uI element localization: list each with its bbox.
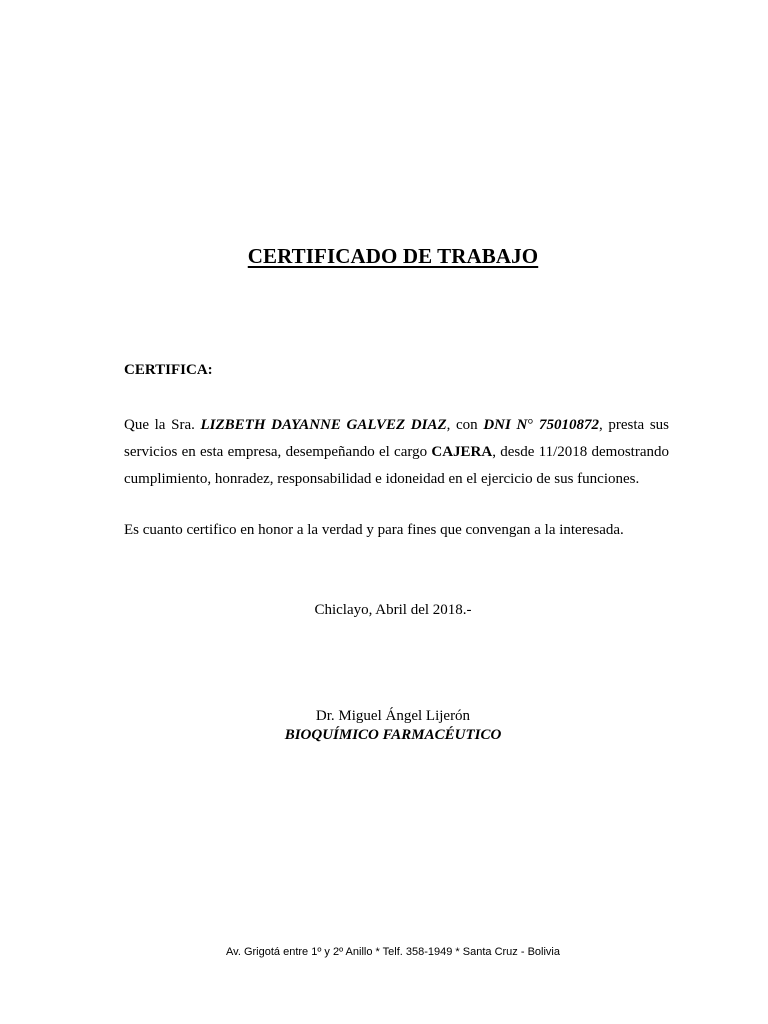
place-date: Chiclayo, Abril del 2018.- bbox=[314, 602, 472, 618]
body-text: , presta sus bbox=[598, 417, 669, 433]
body-line-2 bbox=[124, 439, 669, 466]
document-title: CERTIFICADO DE TRABAJO bbox=[247, 244, 539, 268]
dni-label: DNI N bbox=[483, 417, 528, 433]
employee-name: LIZBETH DAYANNE GALVEZ DIAZ bbox=[200, 417, 447, 433]
body-line-1 bbox=[124, 412, 669, 439]
job-position: CAJERA bbox=[431, 444, 493, 460]
body-text: servicios en esta empresa, desempeñando el cargo bbox=[124, 444, 432, 460]
body-text: , desde 11/2018 demostrando bbox=[492, 444, 670, 460]
body-text: Que la Sra. bbox=[124, 417, 201, 433]
dni-number: 75010872 bbox=[533, 417, 599, 433]
certificate-body bbox=[124, 412, 669, 493]
body-line-3: cumplimiento, honradez, responsabilidad e idoneidad en el ejercicio de sus funciones. bbox=[124, 471, 640, 487]
footer-address: Av. Grigotá entre 1º y 2º Anillo * Telf. 358-1949 * Santa Cruz - Bolivia bbox=[226, 946, 560, 958]
signer-title: BIOQUÍMICO FARMACÉUTICO bbox=[284, 727, 502, 743]
dni-degree: ° bbox=[527, 417, 534, 433]
closing-statement: Es cuanto certifico en honor a la verdad y para fines que convengan a la interesada. bbox=[124, 522, 624, 538]
signer-name: Dr. Miguel Ángel Lijerón bbox=[315, 708, 471, 724]
body-text: , con bbox=[446, 417, 484, 433]
certifica-label: CERTIFICA: bbox=[124, 362, 213, 378]
